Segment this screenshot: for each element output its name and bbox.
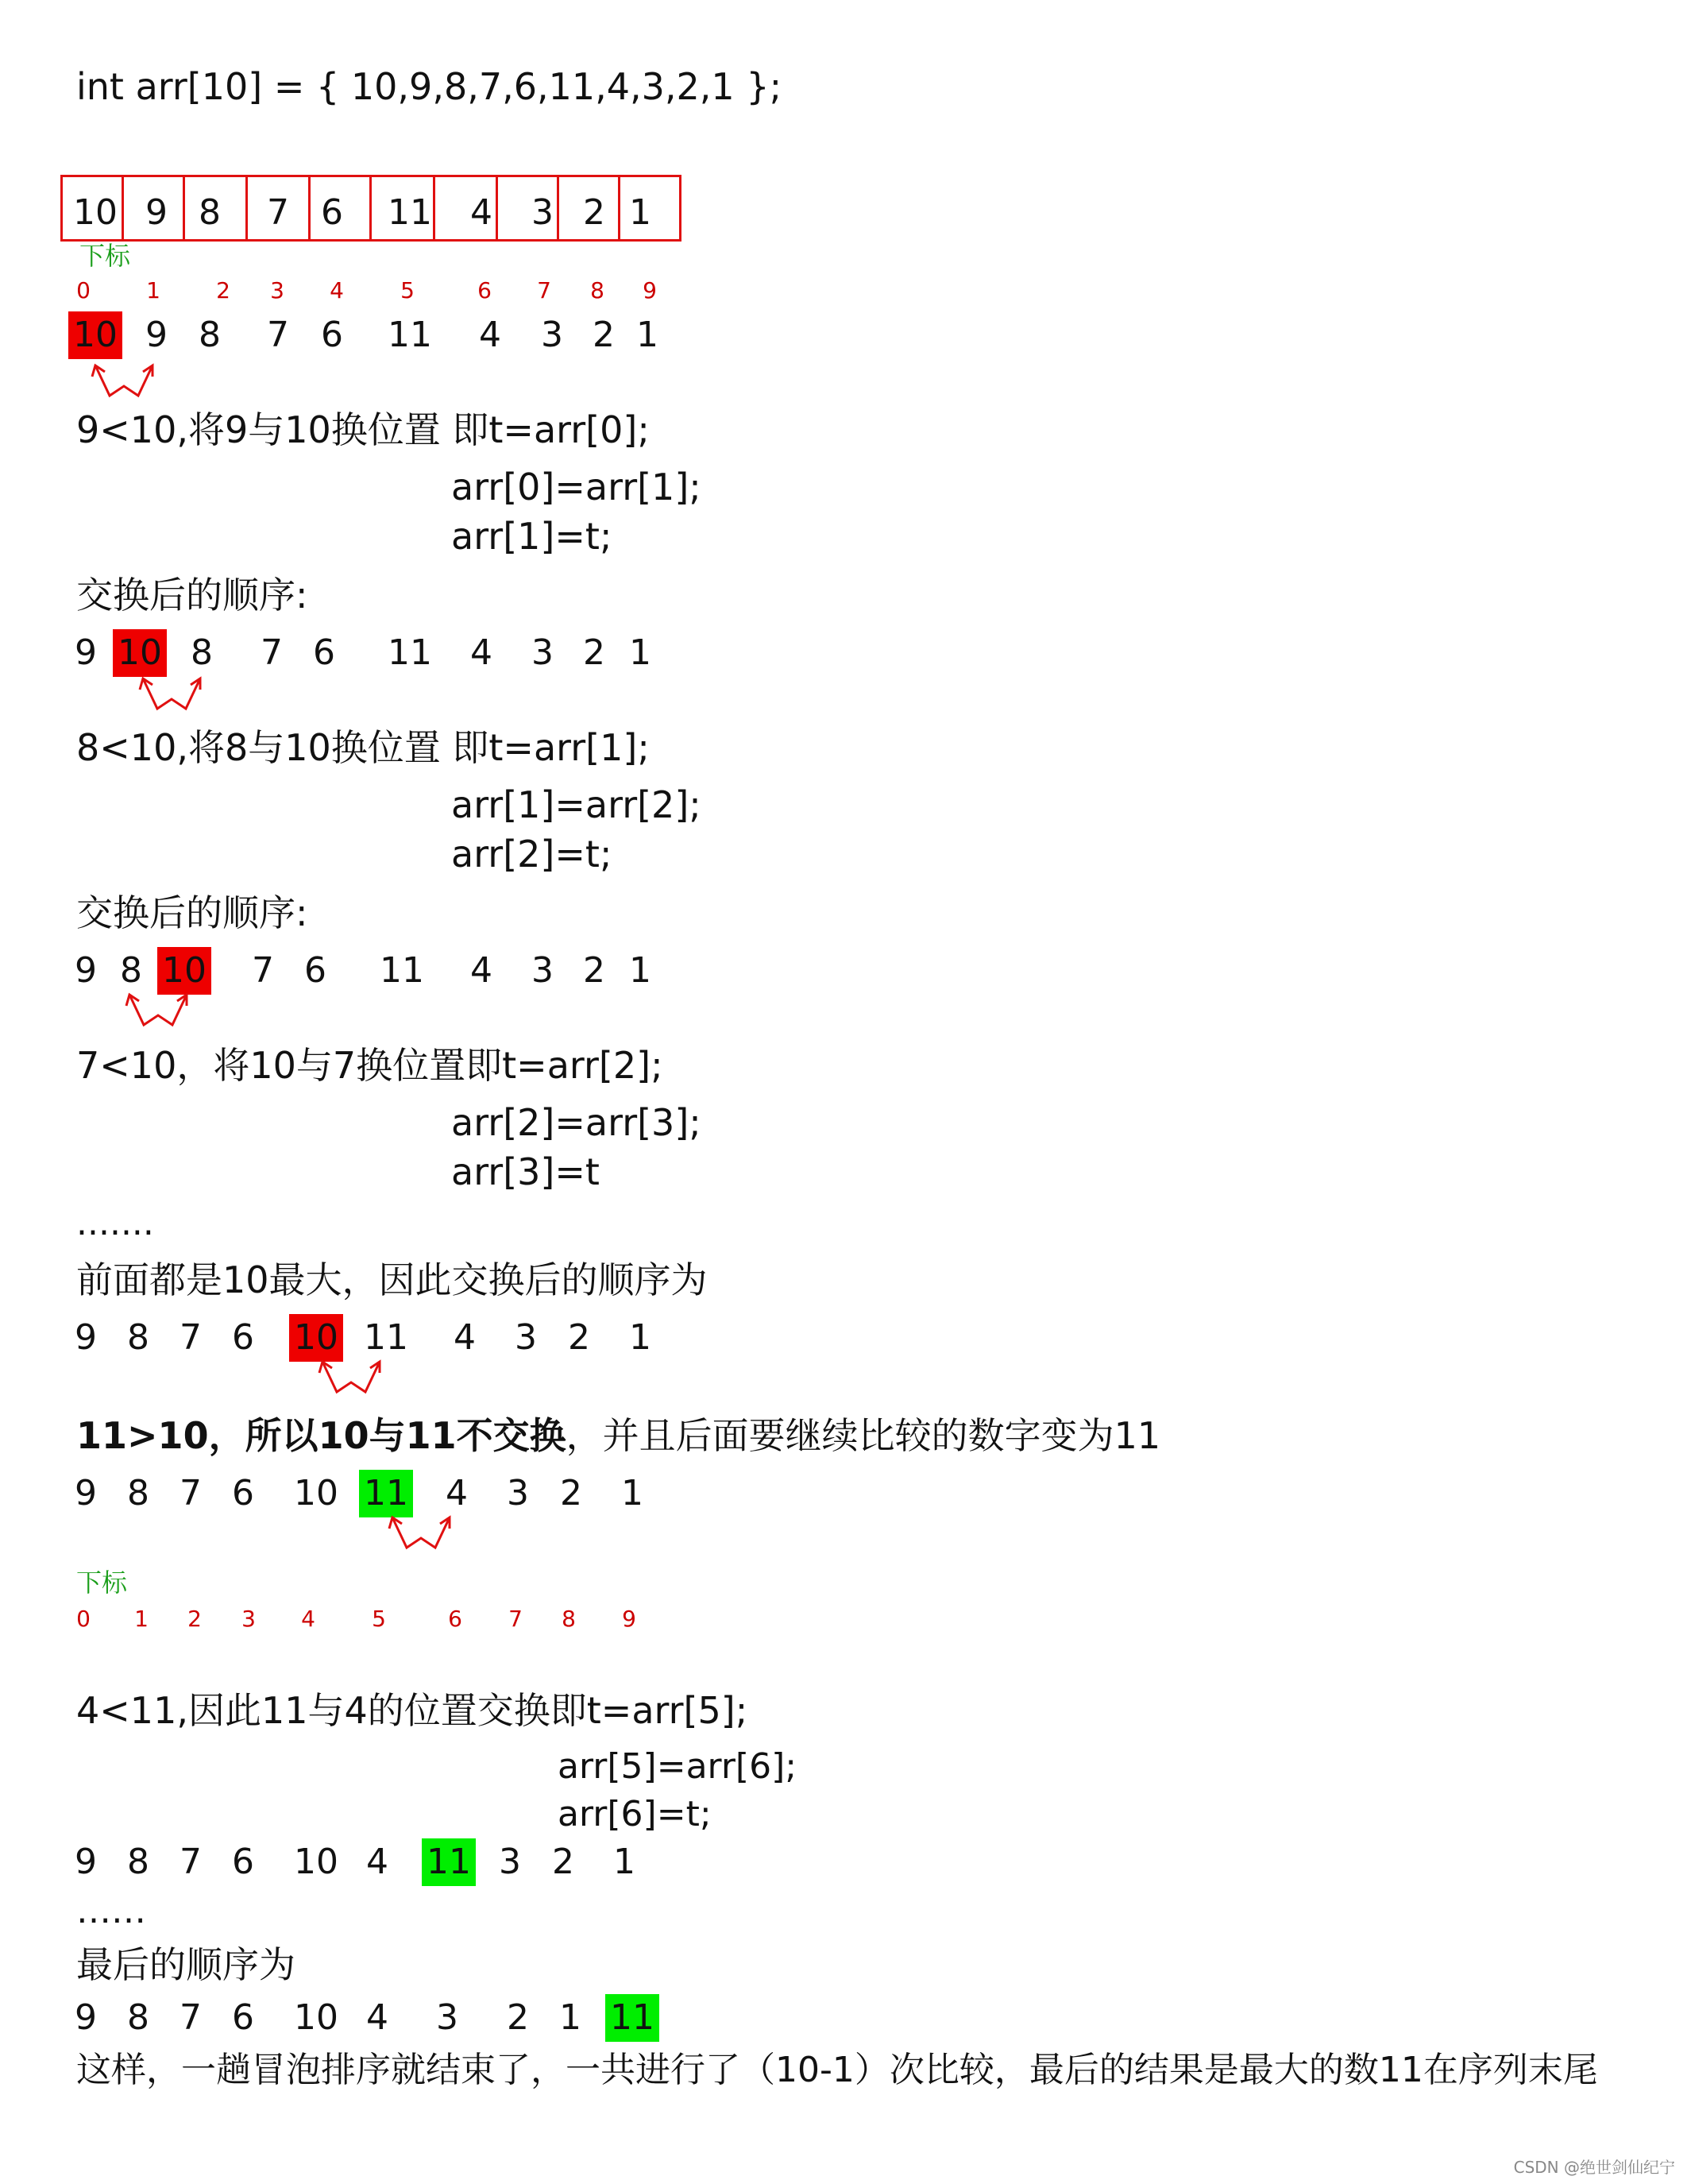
index-number: 2 <box>187 1606 202 1632</box>
index-number: 0 <box>76 1606 91 1632</box>
step1-after-label: 交换后的顺序: <box>76 574 308 617</box>
index-number: 4 <box>301 1606 315 1632</box>
sequence-value: 1 <box>636 315 658 355</box>
sequence-value: 9 <box>75 1997 97 2038</box>
index-number: 7 <box>537 277 551 303</box>
sequence-value: 6 <box>232 1317 254 1358</box>
sequence-value: 3 <box>515 1317 537 1358</box>
sequence-value: 1 <box>613 1842 635 1882</box>
sequence-value: 3 <box>507 1473 529 1513</box>
sequence-value: 1 <box>629 632 651 673</box>
final-label: 最后的顺序为 <box>76 1943 295 1986</box>
sequence-value: 7 <box>267 315 289 355</box>
sequence-value: 3 <box>436 1997 458 2038</box>
step6-code-line: arr[6]=t; <box>558 1794 712 1834</box>
sequence-value-highlight: 11 <box>359 1470 413 1517</box>
sequence-value: 6 <box>232 1473 254 1513</box>
step1-description: 9<10,将9与10换位置 即t=arr[0]; <box>76 408 650 451</box>
sequence-value: 11 <box>388 632 432 673</box>
index-number: 9 <box>622 1606 636 1632</box>
sequence-value: 9 <box>145 315 168 355</box>
index-number: 0 <box>76 277 91 303</box>
index-number: 3 <box>270 277 284 303</box>
sequence-value-highlight: 11 <box>422 1838 476 1886</box>
sequence-value-highlight: 10 <box>68 311 122 359</box>
sequence-value: 1 <box>621 1473 643 1513</box>
sequence-value: 2 <box>593 315 615 355</box>
sequence-value-highlight: 10 <box>289 1314 343 1362</box>
sequence-value: 6 <box>313 632 335 673</box>
sequence-value: 2 <box>560 1473 582 1513</box>
index-number: 9 <box>643 277 657 303</box>
step5-description <box>76 1414 1161 1457</box>
index-number: 8 <box>562 1606 576 1632</box>
step3-code-line: arr[3]=t <box>451 1150 600 1193</box>
sequence-value: 9 <box>75 950 97 991</box>
swap-arrow-icon <box>137 672 208 717</box>
sequence-value-highlight: 10 <box>157 947 211 995</box>
sequence-value: 1 <box>629 950 651 991</box>
array-cell-value: 2 <box>583 192 605 233</box>
sequence-value: 7 <box>180 1473 202 1513</box>
sequence-value: 8 <box>127 1317 149 1358</box>
index-number: 1 <box>134 1606 149 1632</box>
index-number: 7 <box>508 1606 523 1632</box>
sequence-value: 7 <box>261 632 283 673</box>
index-number: 5 <box>400 277 415 303</box>
sequence-value: 6 <box>304 950 326 991</box>
sequence-value: 9 <box>75 1842 97 1882</box>
step2-description: 8<10,将8与10换位置 即t=arr[1]; <box>76 726 650 769</box>
array-cell-value: 10 <box>73 192 118 233</box>
sequence-value: 7 <box>180 1997 202 2038</box>
sequence-value-highlight: 10 <box>113 629 167 677</box>
sequence-value: 2 <box>583 950 605 991</box>
index-number: 4 <box>330 277 344 303</box>
array-cell-value: 3 <box>531 192 554 233</box>
sequence-value: 10 <box>294 1473 338 1513</box>
sequence-value: 4 <box>470 950 492 991</box>
sequence-value: 2 <box>568 1317 590 1358</box>
sequence-value: 4 <box>366 1842 388 1882</box>
array-declaration: int arr[10] = { 10,9,8,7,6,11,4,3,2,1 }; <box>76 65 782 108</box>
array-cell-value: 1 <box>629 192 651 233</box>
sequence-value: 2 <box>552 1842 574 1882</box>
sequence-value: 3 <box>541 315 563 355</box>
step6-description: 4<11,因此11与4的位置交换即t=arr[5]; <box>76 1689 748 1732</box>
swap-arrow-icon <box>89 359 160 404</box>
step2-code-line: arr[1]=arr[2]; <box>451 783 701 826</box>
index-label: 下标 <box>76 1567 128 1598</box>
index-number: 6 <box>477 277 492 303</box>
sequence-value: 4 <box>366 1997 388 2038</box>
index-number: 1 <box>146 277 160 303</box>
sequence-value: 4 <box>479 315 501 355</box>
sequence-value: 4 <box>454 1317 476 1358</box>
sequence-value: 9 <box>75 632 97 673</box>
sequence-value: 10 <box>294 1997 338 2038</box>
step2-after-label: 交换后的顺序: <box>76 891 308 934</box>
sequence-value: 2 <box>507 1997 529 2038</box>
index-number: 2 <box>216 277 230 303</box>
conclusion-text: 这样，一趟冒泡排序就结束了，一共进行了（10-1）次比较，最后的结果是最大的数11在序列末尾 <box>76 2050 1598 2090</box>
sequence-value: 2 <box>583 632 605 673</box>
sequence-value: 11 <box>380 950 424 991</box>
array-cell-value: 4 <box>470 192 492 233</box>
sequence-value: 6 <box>232 1997 254 2038</box>
array-cell-value: 6 <box>321 192 343 233</box>
sequence-value: 3 <box>499 1842 521 1882</box>
step4-description: 前面都是10最大，因此交换后的顺序为 <box>76 1258 708 1301</box>
sequence-value: 11 <box>364 1317 408 1358</box>
step1-code-line: arr[1]=t; <box>451 515 612 558</box>
sequence-value: 10 <box>294 1842 338 1882</box>
step2-code-line: arr[2]=t; <box>451 833 612 876</box>
sequence-value: 8 <box>191 632 213 673</box>
array-cell-value: 9 <box>145 192 168 233</box>
array-cell-value: 7 <box>267 192 289 233</box>
array-cell-value: 8 <box>199 192 221 233</box>
sequence-value: 9 <box>75 1473 97 1513</box>
footer-watermark: CSDN @绝世剑仙纪宁 <box>1513 2158 1675 2177</box>
index-label: 下标 <box>79 241 131 271</box>
index-number: 8 <box>590 277 604 303</box>
sequence-value: 7 <box>180 1317 202 1358</box>
sequence-value: 8 <box>199 315 221 355</box>
sequence-value: 6 <box>232 1842 254 1882</box>
swap-arrow-icon <box>123 988 195 1033</box>
swap-arrow-icon <box>386 1511 457 1556</box>
ellipsis: …… <box>76 1891 146 1931</box>
ellipsis: ....... <box>76 1203 154 1243</box>
index-number: 6 <box>448 1606 462 1632</box>
sequence-value: 7 <box>180 1842 202 1882</box>
step3-code-line: arr[2]=arr[3]; <box>451 1101 701 1144</box>
sequence-value: 8 <box>127 1842 149 1882</box>
sequence-value: 4 <box>446 1473 468 1513</box>
sequence-value-highlight: 11 <box>605 1994 659 2042</box>
step3-description: 7<10，将10与7换位置即t=arr[2]; <box>76 1044 663 1087</box>
step6-code-line: arr[5]=arr[6]; <box>558 1746 797 1787</box>
index-number: 5 <box>372 1606 386 1632</box>
sequence-value: 9 <box>75 1317 97 1358</box>
sequence-value: 1 <box>559 1997 581 2038</box>
sequence-value: 11 <box>388 315 432 355</box>
sequence-value: 4 <box>470 632 492 673</box>
step5-rest-text: ，并且后面要继续比较的数字变为11 <box>566 1414 1161 1457</box>
sequence-value: 3 <box>531 950 554 991</box>
sequence-value: 6 <box>321 315 343 355</box>
index-number: 3 <box>241 1606 256 1632</box>
sequence-value: 8 <box>127 1473 149 1513</box>
step1-code-line: arr[0]=arr[1]; <box>451 466 701 508</box>
sequence-value: 3 <box>531 632 554 673</box>
step5-bold-text: 11>10，所以10与11不交换 <box>76 1414 566 1457</box>
sequence-value: 7 <box>252 950 274 991</box>
array-cell-value: 11 <box>388 192 432 233</box>
sequence-value: 8 <box>127 1997 149 2038</box>
swap-arrow-icon <box>316 1355 388 1400</box>
sequence-value: 8 <box>120 950 142 991</box>
sequence-value: 1 <box>629 1317 651 1358</box>
